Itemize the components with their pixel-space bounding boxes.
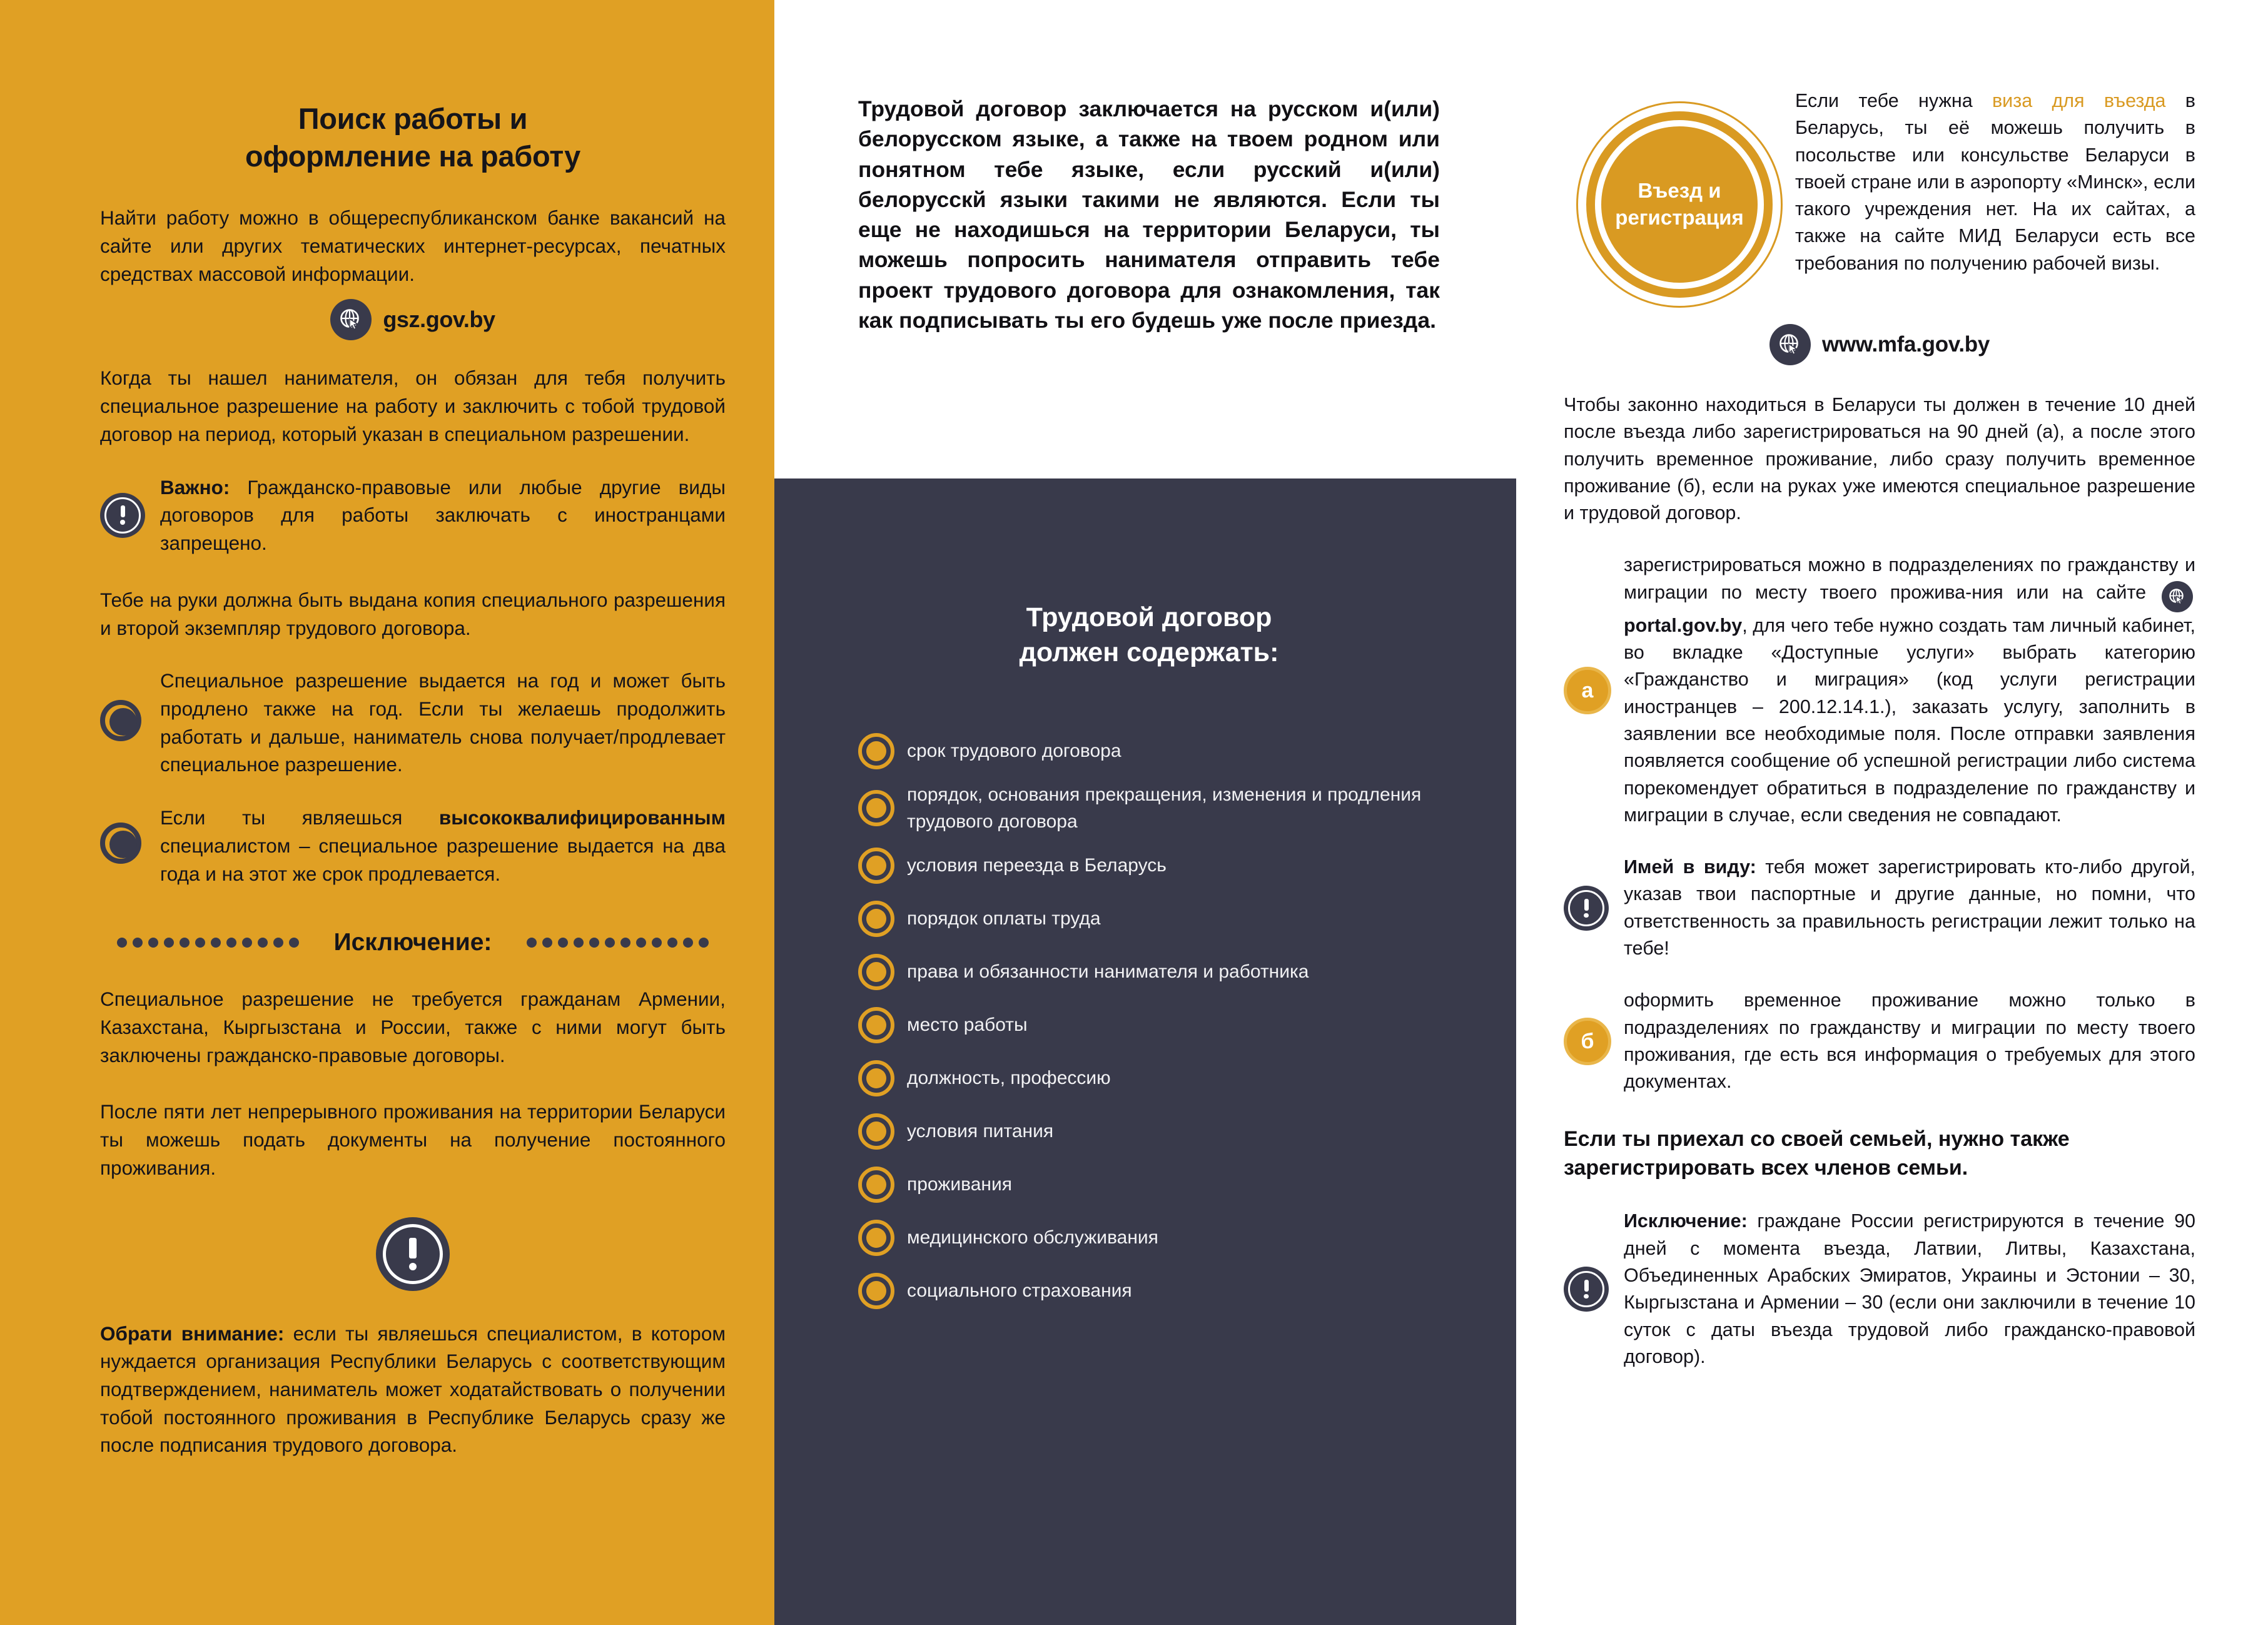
exception-paragraph-1: Специальное разрешение не требуется гражданам Армении, Казахстана, Кыргызстана и России, также с ними могут быть заключены гражданско-правовые договоры. xyxy=(100,988,726,1066)
bullet2-bold: высококвалифицированным xyxy=(438,806,726,829)
note-row xyxy=(1564,854,2195,962)
visa-pre: Если тебе нужна xyxy=(1795,90,1992,111)
orange-bullet-icon xyxy=(858,1007,894,1043)
letter-b-label: б xyxy=(1581,1029,1594,1053)
middle-lead-text: Трудовой договор заключается на русском и(или) белорусском языке, а также на твоем родном или понятном тебе языке, если русский и(или) белорусскй языки такими не являются. Если ты еще не находишься на территории Беларуси, ты можешь попросить нанимателя отправить тебе проект трудового договора для ознакомления, так как подписывать ты его будешь уже после приезда. xyxy=(858,96,1440,333)
note-label: Имей в виду: xyxy=(1624,856,1756,878)
left-bullet-2-text xyxy=(160,804,726,888)
list-item-label: место работы xyxy=(907,1015,1028,1036)
entry-registration-block xyxy=(1564,88,2195,308)
dots-right xyxy=(527,938,709,948)
left-bullet-1-row xyxy=(100,667,726,779)
mfa-site-label: www.mfa.gov.by xyxy=(1821,332,1990,357)
portal-site-label[interactable]: portal.gov.by xyxy=(1624,614,1743,636)
list-item-label: медицинского обслуживания xyxy=(907,1227,1158,1248)
letter-a-icon xyxy=(1564,667,1611,714)
orange-bullet-icon-wrap xyxy=(858,790,907,826)
exclamation-icon xyxy=(1564,886,1609,931)
list-item xyxy=(858,1162,1440,1208)
orange-bullet-icon xyxy=(858,1060,894,1096)
list-item xyxy=(858,1268,1440,1314)
exception-heading xyxy=(100,929,726,956)
visa-post: в Беларусь, ты её можешь получить в посольстве или консульстве Беларуси в твоей стране или в аэропорту «Минск», если такого учреждения нет. На их сайтах, а также на сайте МИД Беларуси есть все требования по получению рабочей визы. xyxy=(1795,90,2195,274)
bullet2-post: специалистом – специальное разрешение выдается на два года и на этот же срок продлевается. xyxy=(160,834,726,885)
list-item-label: социального страхования xyxy=(907,1280,1132,1302)
exclamation-icon xyxy=(100,493,145,538)
list-item-label: должность, профессию xyxy=(907,1068,1111,1089)
orange-bullet-icon-wrap xyxy=(858,901,907,937)
badge-line1: Въезд и xyxy=(1638,179,1721,203)
list-item xyxy=(858,1055,1440,1101)
list-item xyxy=(858,843,1440,889)
list-item xyxy=(858,1215,1440,1261)
option-b-row xyxy=(1564,987,2195,1095)
option-a-row xyxy=(1564,552,2195,829)
list-item-label: условия питания xyxy=(907,1121,1054,1142)
big-exclamation-wrap xyxy=(100,1217,726,1291)
exclamation-icon xyxy=(1564,1267,1609,1312)
list-item xyxy=(858,1002,1440,1048)
orange-bullet-icon xyxy=(858,790,894,826)
ring-dot-icon-wrap-2 xyxy=(100,823,160,869)
important-body: Гражданско-правовые или любые другие виды договоров для работы заключать с иностранцами запрещено. xyxy=(160,475,726,555)
orange-bullet-icon xyxy=(858,1273,894,1309)
visa-paragraph xyxy=(1795,88,2195,277)
list-item-label: срок трудового договора xyxy=(907,741,1121,762)
letter-a-label: а xyxy=(1581,678,1594,702)
list-item-label: условия переезда в Беларусь xyxy=(907,855,1167,876)
entry-registration-badge xyxy=(1576,101,1783,308)
right-exception-body: граждане России регистрируются в течение 90 дней с момента въезда, Латвии, Литвы, Казахстана, Объединенных Арабских Эмиратов, Украины и Эстонии – 30, Кыргызстана и Армении – 30 (если они заключили в течение 10 суток с даты въезда трудовой либо гражданско-правовой договор). xyxy=(1624,1210,2195,1367)
contract-items-list xyxy=(858,728,1440,1314)
exception-paragraph-2: После пяти лет непрерывного проживания на территории Беларуси ты можешь подать документы на получение постоянного проживания. xyxy=(100,1100,726,1179)
orange-bullet-icon-wrap xyxy=(858,1060,907,1096)
ring-dot-icon xyxy=(100,823,146,869)
note-text xyxy=(1624,854,2195,962)
orange-bullet-icon-wrap xyxy=(858,733,907,769)
orange-bullet-icon xyxy=(858,954,894,990)
list-item xyxy=(858,781,1440,836)
gsz-site-label: gsz.gov.by xyxy=(383,306,495,333)
orange-bullet-icon xyxy=(858,1220,894,1256)
mfa-site-link[interactable] xyxy=(1564,324,2195,365)
option-a-post: , для чего тебе нужно создать там личный кабинет, во вкладке «Доступные услуги» выбрать категорию «Гражданство и миграция» (код услуги регистрации иностранцев – 200.12.14.1.), заказать услугу, заполнить в заявлении все необходимые поля. После отправки заявления появляется сообщение об успешной регистрации либо система порекомендует обратиться в подразделение по гражданству и миграции в случае, если сведения не совпадают. xyxy=(1624,614,2195,826)
exclamation-icon xyxy=(376,1217,450,1291)
list-item-label: права и обязанности нанимателя и работника xyxy=(907,961,1309,983)
list-item xyxy=(858,1108,1440,1155)
contract-heading-line2: должен содержать: xyxy=(1019,637,1279,667)
left-paragraph-2: Когда ты нашел нанимателя, он обязан для тебя получить специальное разрешение на работу и заключить с тобой трудовой договор на период, который указан в специальном разрешении. xyxy=(100,367,726,445)
list-item-label: проживания xyxy=(907,1174,1012,1195)
orange-bullet-icon-wrap xyxy=(858,1167,907,1203)
right-exception-text xyxy=(1624,1208,2195,1370)
list-item xyxy=(858,949,1440,995)
attention-label: Обрати внимание: xyxy=(100,1322,285,1345)
dots-left xyxy=(117,938,299,948)
orange-bullet-icon xyxy=(858,901,894,937)
globe-cursor-icon xyxy=(1769,324,1811,365)
right-exception-label: Исключение: xyxy=(1624,1210,1748,1232)
left-paragraph-3: Тебе на руки должна быть выдана копия специального разрешения и второй экземпляр трудового договора. xyxy=(100,588,726,639)
important-note-row xyxy=(100,473,726,557)
list-item-label: порядок, основания прекращения, изменения и продления трудового договора xyxy=(907,784,1422,833)
letter-b-icon-wrap xyxy=(1564,1018,1624,1065)
right-column xyxy=(1564,0,2195,1370)
legal-stay-paragraph: Чтобы законно находиться в Беларуси ты должен в течение 10 дней после въезда либо зарегистрироваться на 90 дней (а), а после этого получить временное проживание, либо сразу получить временное проживание (б), если на руках уже имеются специальное разрешение и трудовой договор. xyxy=(1564,394,2195,524)
attention-body: если ты являешься специалистом, в котором нуждается организация Республики Беларусь с соответствующим подтверждением, наниматель может ходатайствовать о получении тобой постоянного проживания в Республике Беларусь сразу же после подписания трудового договора. xyxy=(100,1322,726,1457)
orange-bullet-icon-wrap xyxy=(858,1007,907,1043)
orange-bullet-icon-wrap xyxy=(858,1220,907,1256)
list-item-label: порядок оплаты труда xyxy=(907,908,1101,929)
letter-b-icon xyxy=(1564,1018,1611,1065)
globe-cursor-icon xyxy=(330,299,372,340)
left-bullet-2-row xyxy=(100,804,726,888)
orange-bullet-icon xyxy=(858,1113,894,1150)
orange-bullet-icon xyxy=(858,733,894,769)
left-column xyxy=(100,0,726,1459)
orange-bullet-icon xyxy=(858,848,894,884)
orange-bullet-icon-wrap xyxy=(858,1273,907,1309)
badge-line2: регистрация xyxy=(1615,206,1744,229)
important-label: Важно: xyxy=(160,475,230,499)
page-title xyxy=(100,100,726,175)
contract-heading xyxy=(858,600,1440,671)
attention-paragraph xyxy=(100,1320,726,1460)
contract-heading-line1: Трудовой договор xyxy=(1026,602,1272,632)
gsz-site-link[interactable] xyxy=(100,299,726,340)
ring-dot-icon-wrap-1 xyxy=(100,700,160,746)
globe-cursor-icon xyxy=(2162,581,2193,612)
letter-a-icon-wrap xyxy=(1564,667,1624,714)
middle-lead-block xyxy=(858,94,1440,335)
option-a-text xyxy=(1624,552,2195,829)
exception-label: Исключение: xyxy=(333,929,492,956)
visa-highlight: виза для въезда xyxy=(1992,90,2166,111)
exclamation-icon-wrap xyxy=(1564,886,1624,931)
list-item xyxy=(858,896,1440,942)
option-b-text: оформить временное проживание можно только в подразделениях по гражданству и миграции по месту твоего проживания, где есть вся информация о требуемых для этого документах. xyxy=(1624,990,2195,1093)
exclamation-icon-wrap xyxy=(1564,1267,1624,1312)
option-a-pre: зарегистрироваться можно в подразделениях по гражданству и миграции по месту твоего прожива-ния или на сайте xyxy=(1624,554,2195,603)
orange-bullet-icon-wrap xyxy=(858,848,907,884)
page-title-line2: оформление на работу xyxy=(245,139,580,173)
important-note-text xyxy=(160,473,726,557)
note-body: тебя может зарегистрировать кто-либо другой, указав твои паспортные и другие данные, но помни, что ответственность за правильность регистрации лежит только на тебе! xyxy=(1624,856,2195,959)
ring-dot-icon xyxy=(100,700,146,746)
orange-bullet-icon-wrap xyxy=(858,1113,907,1150)
entry-badge-wrap xyxy=(1564,88,1795,308)
orange-bullet-icon xyxy=(858,1167,894,1203)
left-bullet-1-text: Специальное разрешение выдается на год и может быть продлено также на год. Если ты желаешь продолжить работать и дальше, наниматель снова получает/продлевает специальное разрешение. xyxy=(160,669,726,776)
left-paragraph-1: Найти работу можно в общереспубликанском банке вакансий на сайте или других тематических интернет-ресурсах, печатных средствах массовой информации. xyxy=(100,206,726,285)
family-registration-note: Если ты приехал со своей семьей, нужно также зарегистрировать всех членов семьи. xyxy=(1564,1126,2070,1180)
bullet2-pre: Если ты являешься xyxy=(160,806,439,829)
exclamation-icon-wrap xyxy=(100,493,160,538)
page-title-line1: Поиск работы и xyxy=(298,102,528,135)
contract-contents-block xyxy=(858,600,1440,1321)
right-exception-row xyxy=(1564,1208,2195,1370)
orange-bullet-icon-wrap xyxy=(858,954,907,990)
list-item xyxy=(858,728,1440,774)
